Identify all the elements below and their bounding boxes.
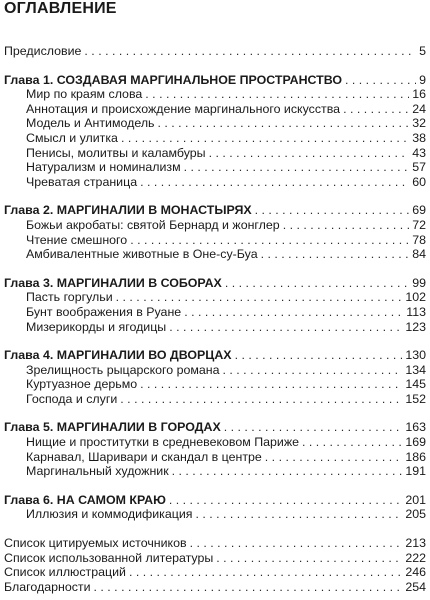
- toc-entry[interactable]: [4, 102, 426, 117]
- toc-entry-label: Натурализм и номинализм: [26, 160, 181, 175]
- toc-entry[interactable]: [4, 146, 426, 161]
- toc-chapter-label: [4, 276, 222, 291]
- chapter-title: МАРГИНАЛИИ В ГОРОДАХ: [56, 420, 221, 435]
- chapter-number: Глава 6.: [4, 492, 54, 507]
- toc-page-number: 254: [405, 579, 426, 594]
- toc-page-number: 72: [412, 217, 426, 232]
- toc-entry[interactable]: [4, 507, 426, 522]
- toc-chapter-5[interactable]: [4, 420, 426, 435]
- toc-entry-label: Список иллюстраций: [4, 565, 126, 580]
- toc-entry[interactable]: [4, 233, 426, 248]
- chapter-title: НА САМОМ КРАЮ: [56, 492, 166, 507]
- dot-leader: [184, 160, 410, 175]
- dot-leader: [235, 348, 403, 363]
- toc-page-number: 134: [405, 362, 426, 377]
- chapter-number: Глава 4.: [4, 348, 54, 363]
- toc-page-number: 84: [412, 247, 426, 262]
- toc-entry-label: Куртуазное дерьмо: [26, 377, 138, 392]
- dot-leader: [140, 377, 402, 392]
- toc-entry[interactable]: [4, 320, 426, 335]
- toc-entry-label: Смысл и улитка: [26, 130, 118, 145]
- toc-entry[interactable]: [4, 305, 426, 320]
- toc-entry[interactable]: [4, 247, 426, 262]
- toc-page-number: 222: [405, 550, 426, 565]
- toc-entry[interactable]: [4, 450, 426, 465]
- dot-leader: [195, 507, 402, 522]
- dot-leader: [261, 247, 410, 262]
- toc-entry[interactable]: [4, 377, 426, 392]
- toc-page-number: 152: [405, 391, 426, 406]
- dot-leader: [158, 116, 410, 131]
- dot-leader: [169, 320, 402, 335]
- chapter-number: Глава 3.: [4, 275, 54, 290]
- toc-page-number: 32: [412, 116, 426, 131]
- dot-leader: [140, 175, 409, 190]
- dot-leader: [129, 565, 402, 580]
- toc-page-number: 24: [412, 101, 426, 116]
- toc-page-number: 169: [405, 435, 426, 450]
- toc-entry[interactable]: [4, 175, 426, 190]
- toc-entry[interactable]: [4, 131, 426, 146]
- toc-entry[interactable]: [4, 160, 426, 175]
- toc-page-number: 113: [406, 304, 426, 319]
- toc-entry[interactable]: [4, 290, 426, 305]
- dot-leader: [225, 276, 409, 291]
- toc-entry-label: Список использованной литературы: [4, 550, 214, 565]
- toc-entry-end-matter[interactable]: [4, 536, 426, 551]
- toc-entry-label: Маргинальный художник: [26, 464, 169, 479]
- dot-leader: [116, 290, 403, 305]
- toc-entry-label: Божьи акробаты: святой Бернард и жонглер: [26, 217, 280, 232]
- dot-leader: [169, 493, 402, 508]
- toc-chapter-2[interactable]: [4, 203, 426, 218]
- toc-page-number: 43: [412, 145, 426, 160]
- toc-chapter-label: [4, 348, 232, 363]
- toc-page-number: 163: [405, 420, 426, 435]
- toc-page-number: 78: [412, 232, 426, 247]
- dot-leader: [84, 44, 416, 59]
- toc-chapter-label: [4, 420, 221, 435]
- toc-entry[interactable]: [4, 392, 426, 407]
- toc-page-number: 69: [412, 203, 426, 218]
- toc-page-number: 5: [419, 44, 426, 58]
- toc-chapter-label: [4, 203, 252, 218]
- toc-entry-label: Карнавал, Шаривари и скандал в центре: [26, 449, 262, 464]
- toc-entry-label: Аннотация и происхождение маргинального искусства: [26, 101, 341, 116]
- chapter-number: Глава 2.: [4, 203, 54, 218]
- table-of-contents: [4, 44, 426, 594]
- toc-entry-label: Бунт воображения в Руане: [26, 304, 182, 319]
- dot-leader: [224, 420, 403, 435]
- toc-chapter-label: [4, 493, 166, 508]
- toc-page-number: 123: [405, 319, 426, 334]
- dot-leader: [283, 218, 410, 233]
- toc-chapter-1[interactable]: [4, 73, 426, 88]
- toc-entry[interactable]: [4, 87, 426, 102]
- toc-entry-label: Пенисы, молитвы и каламбуры: [26, 145, 206, 160]
- toc-entry[interactable]: [4, 363, 426, 378]
- toc-entry-label: Пасть горгульи: [26, 290, 113, 305]
- toc-page-number: 246: [405, 565, 426, 580]
- dot-leader: [216, 551, 402, 566]
- toc-page-number: 102: [405, 290, 426, 305]
- toc-page-number: 213: [405, 536, 426, 551]
- toc-entry-label: Нищие и проститутки в средневековом Париже: [26, 435, 299, 450]
- chapter-number: Глава 1.: [4, 72, 54, 87]
- dot-leader: [145, 87, 409, 102]
- toc-entry-label: Мир по краям слова: [26, 87, 143, 102]
- toc-page-number: 201: [405, 492, 426, 507]
- toc-page-number: 130: [405, 348, 426, 363]
- toc-page-number: 186: [405, 449, 426, 464]
- dot-leader: [120, 392, 402, 407]
- dot-leader: [302, 435, 402, 450]
- toc-entry-label: Чреватая страница: [26, 174, 138, 189]
- toc-entry-end-matter[interactable]: [4, 580, 426, 595]
- dot-leader: [255, 203, 410, 218]
- toc-entry-preface[interactable]: [4, 44, 426, 59]
- page-title: ОГЛАВЛЕНИЕ: [4, 0, 117, 17]
- toc-chapter-label: [4, 73, 342, 88]
- toc-entry-label: Список цитируемых источников: [4, 536, 187, 551]
- dot-leader: [223, 363, 403, 378]
- toc-page-number: 99: [412, 275, 426, 290]
- dot-leader: [265, 450, 403, 465]
- toc-entry-label: Амбивалентные животные в Оне-су-Буа: [26, 247, 258, 262]
- toc-entry-label: Иллюзия и коммодификация: [26, 507, 193, 522]
- toc-entry-label: Чтение смешного: [26, 232, 128, 247]
- dot-leader: [190, 536, 403, 551]
- toc-chapter-4[interactable]: [4, 348, 426, 363]
- toc-entry[interactable]: [4, 464, 426, 479]
- dot-leader: [345, 73, 416, 88]
- toc-page-number: 145: [405, 377, 426, 392]
- dot-leader: [130, 233, 409, 248]
- toc-chapter-3[interactable]: [4, 276, 426, 291]
- toc-entry-end-matter[interactable]: [4, 565, 426, 580]
- dot-leader: [184, 305, 403, 320]
- dot-leader: [172, 464, 403, 479]
- toc-page-number: 60: [412, 174, 426, 189]
- toc-page-number: 191: [405, 464, 426, 479]
- chapter-title: МАРГИНАЛИИ В МОНАСТЫРЯХ: [56, 203, 252, 218]
- chapter-title: СОЗДАВАЯ МАРГИНАЛЬНОЕ ПРОСТРАНСТВО: [56, 72, 343, 87]
- chapter-number: Глава 5.: [4, 420, 54, 435]
- toc-entry-label: Предисловие: [4, 44, 82, 58]
- chapter-title: МАРГИНАЛИИ В СОБОРАХ: [56, 275, 222, 290]
- toc-page-number: 205: [405, 507, 426, 522]
- dot-leader: [94, 580, 403, 595]
- toc-entry-label: Господа и слуги: [26, 391, 118, 406]
- toc-page-number: 38: [412, 130, 426, 145]
- toc-entry-label: Благодарности: [4, 579, 91, 594]
- toc-page-number: 57: [412, 160, 426, 175]
- toc-entry[interactable]: [4, 435, 426, 450]
- chapter-title: МАРГИНАЛИИ ВО ДВОРЦАХ: [56, 348, 232, 363]
- toc-entry[interactable]: [4, 218, 426, 233]
- toc-entry-label: Мизерикорды и ягодицы: [26, 319, 167, 334]
- toc-entry-label: Зрелищность рыцарского романа: [26, 362, 220, 377]
- toc-entry-end-matter[interactable]: [4, 551, 426, 566]
- dot-leader: [343, 102, 409, 117]
- dot-leader: [209, 146, 410, 161]
- toc-page-number: 9: [419, 72, 426, 87]
- toc-entry-label: Модель и Антимодель: [26, 116, 155, 131]
- toc-chapter-6[interactable]: [4, 493, 426, 508]
- toc-page-number: 16: [412, 87, 426, 102]
- dot-leader: [121, 131, 409, 146]
- toc-entry[interactable]: [4, 116, 426, 131]
